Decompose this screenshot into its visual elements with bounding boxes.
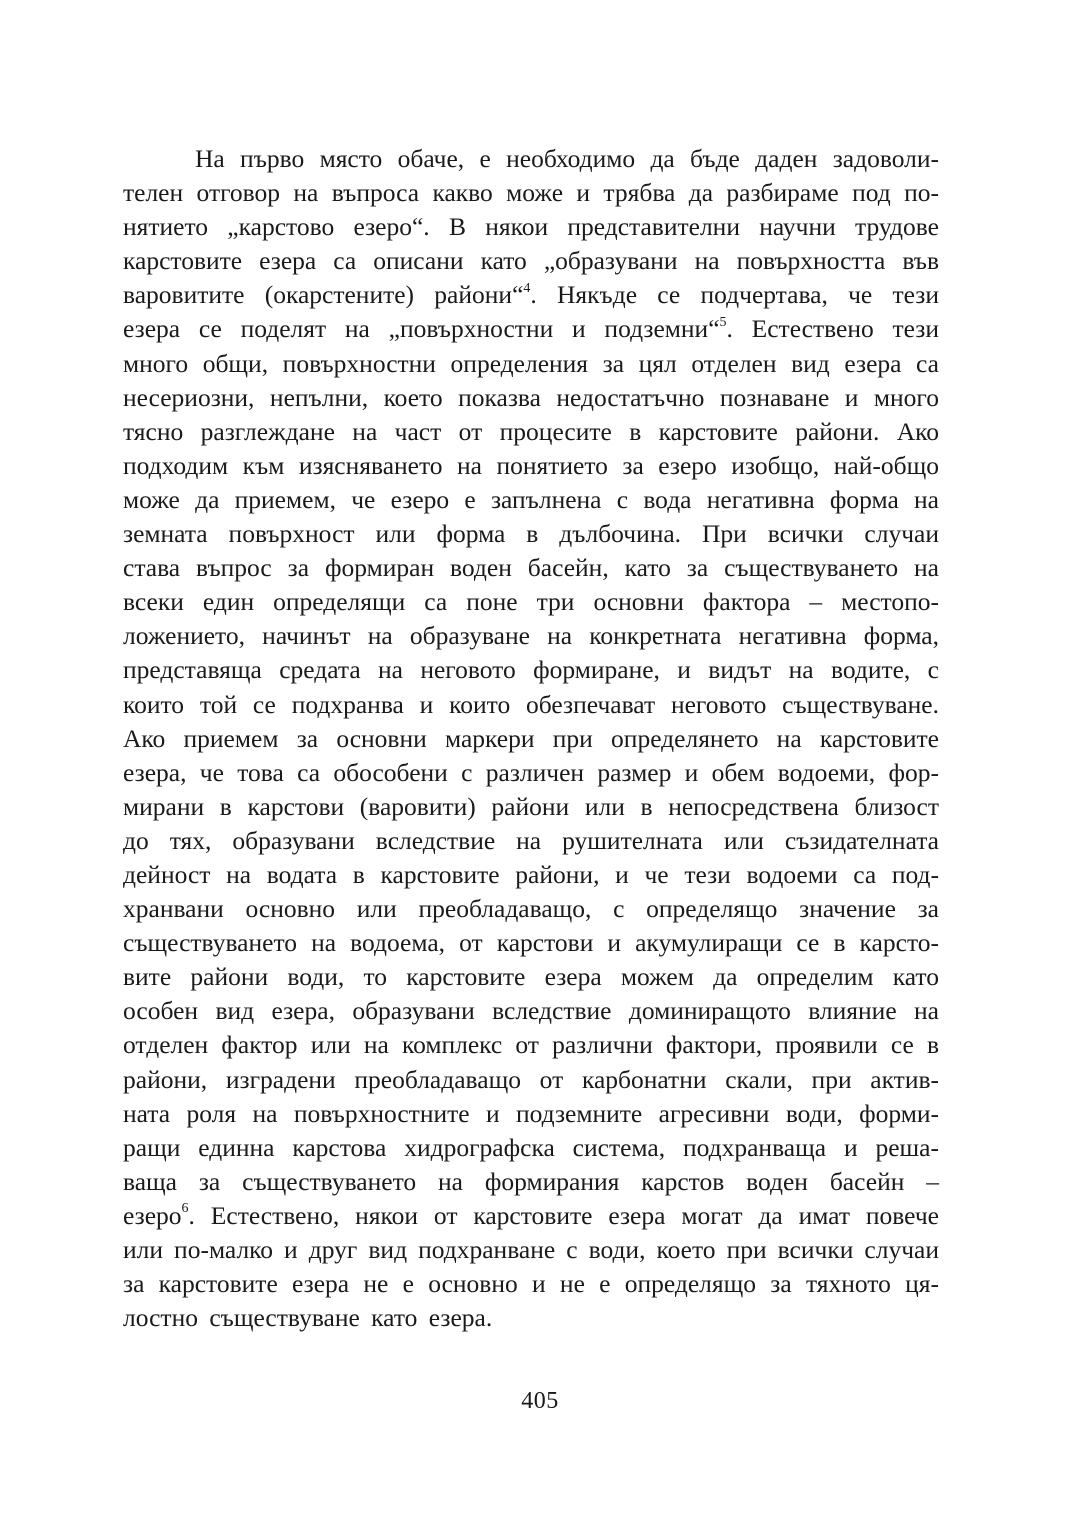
line-text-continued: . Естествено тези: [726, 314, 939, 344]
line-text: съществуването на водоема, от карстови и акумулиращи се в карсто-: [123, 928, 939, 958]
text-line: [123, 1267, 939, 1301]
line-text: ната роля на повърхностните и подземните агресивни води, форми-: [123, 1098, 939, 1128]
line-text: хранвани основно или преобладаващо, с определящо значение за: [123, 894, 939, 924]
text-line: [123, 176, 939, 210]
line-text: всеки един определящи са поне три основни фактора – местопо-: [123, 587, 939, 617]
text-line: [123, 142, 939, 176]
text-line: [123, 994, 939, 1028]
footnote-marker: 5: [719, 314, 727, 330]
text-line: [123, 1131, 939, 1165]
line-text: телен отговор на въпроса какво може и трябва да разбираме под по-: [123, 178, 939, 208]
text-line: [123, 517, 939, 551]
line-text: ваща за съществуването на формирания карстов воден басейн –: [123, 1166, 939, 1196]
line-text: които той се подхранва и които обезпечават неговото съществуване.: [123, 689, 939, 719]
page-number: 405: [521, 1388, 559, 1414]
text-line: [123, 1233, 939, 1267]
line-text: На първо място обаче, е необходимо да бъде даден задоволи-: [195, 144, 939, 173]
text-line: [123, 892, 939, 926]
text-line: [123, 824, 939, 858]
line-text: става въпрос за формиран воден басейн, като за съществуването на: [123, 553, 939, 583]
line-text: отделен фактор или на комплекс от различни фактори, проявили се в: [123, 1030, 939, 1060]
text-line: [123, 449, 939, 483]
text-line: [123, 1199, 939, 1233]
text-line: [123, 1063, 939, 1097]
line-text: нятието „карстово езеро“. В някои представителни научни трудове: [123, 212, 939, 242]
line-text-continued: . Естествено, някои от карстовите езера могат да имат повече: [188, 1200, 939, 1230]
footnote-marker: 6: [181, 1201, 189, 1217]
text-line: [123, 210, 939, 244]
line-text: варовитите (окарстените) райони“: [123, 280, 524, 310]
text-line: [123, 1028, 939, 1062]
text-line: [123, 960, 939, 994]
line-text: представяща средата на неговото формиране, и видът на водите, с: [123, 655, 939, 685]
text-line: [123, 790, 939, 824]
line-text: тясно разглеждане на част от процесите в карстовите райони. Ако: [123, 416, 939, 446]
line-text: лостно съществуване като езера.: [123, 1303, 493, 1333]
line-text: земната повърхност или форма в дълбочина. При всички случаи: [123, 519, 939, 549]
line-text: мирани в карстови (варовити) райони или в непосредствена близост: [123, 791, 939, 821]
line-text: езеро: [123, 1200, 182, 1230]
text-line: [123, 1165, 939, 1199]
text-line: [123, 551, 939, 585]
line-text: много общи, повърхностни определения за цял отделен вид езера са: [123, 348, 939, 378]
text-line: [123, 381, 939, 415]
line-text-continued: . Някъде се подчертава, че тези: [530, 280, 939, 310]
line-text: карстовите езера са описани като „образувани на повърхността във: [123, 246, 939, 276]
line-text: до тях, образувани вследствие на рушителната или съзидателната: [123, 825, 939, 855]
text-line: [123, 585, 939, 619]
line-text: несериозни, непълни, което показва недостатъчно познаване и много: [123, 382, 939, 412]
line-text: или по-малко и друг вид подхранване с води, което при всички случаи: [123, 1235, 939, 1264]
line-text: дейност на водата в карстовите райони, и че тези водоеми са под-: [123, 859, 939, 889]
text-line: [123, 722, 939, 756]
text-line: [123, 858, 939, 892]
line-text: райони, изградени преобладаващо от карбонатни скали, при актив-: [123, 1064, 939, 1094]
text-line: [123, 312, 939, 346]
text-line: [123, 483, 939, 517]
text-line: [123, 1301, 939, 1335]
line-text: подходим към изясняването на понятието за езеро изобщо, най-общо: [123, 450, 939, 480]
text-line: [123, 926, 939, 960]
text-line: [123, 347, 939, 381]
text-line: [123, 653, 939, 687]
text-line: [123, 619, 939, 653]
line-text: езера се поделят на „повърхностни и подземни“: [123, 314, 720, 344]
line-text: ложението, начинът на образуване на конкретната негативна форма,: [123, 621, 939, 651]
line-text: ращи единна карстова хидрографска система, подхранваща и реша-: [123, 1132, 939, 1162]
text-line: [123, 244, 939, 278]
text-line: [123, 756, 939, 790]
line-text: може да приемем, че езеро е запълнена с вода негативна форма на: [123, 484, 939, 514]
text-line: [123, 688, 939, 722]
text-line: [123, 278, 939, 312]
line-text: за карстовите езера не е основно и не е определящо за тяхното ця-: [123, 1269, 939, 1299]
body-paragraph: [123, 142, 939, 1335]
line-text: Ако приемем за основни маркери при определянето на карстовите: [123, 723, 939, 753]
line-text: вите райони води, то карстовите езера можем да определим като: [123, 962, 939, 992]
line-text: особен вид езера, образувани вследствие доминиращото влияние на: [123, 996, 939, 1026]
line-text: езера, че това са обособени с различен размер и обем водоеми, фор-: [123, 757, 939, 787]
text-line: [123, 415, 939, 449]
footnote-marker: 4: [523, 280, 531, 296]
text-line: [123, 1097, 939, 1131]
